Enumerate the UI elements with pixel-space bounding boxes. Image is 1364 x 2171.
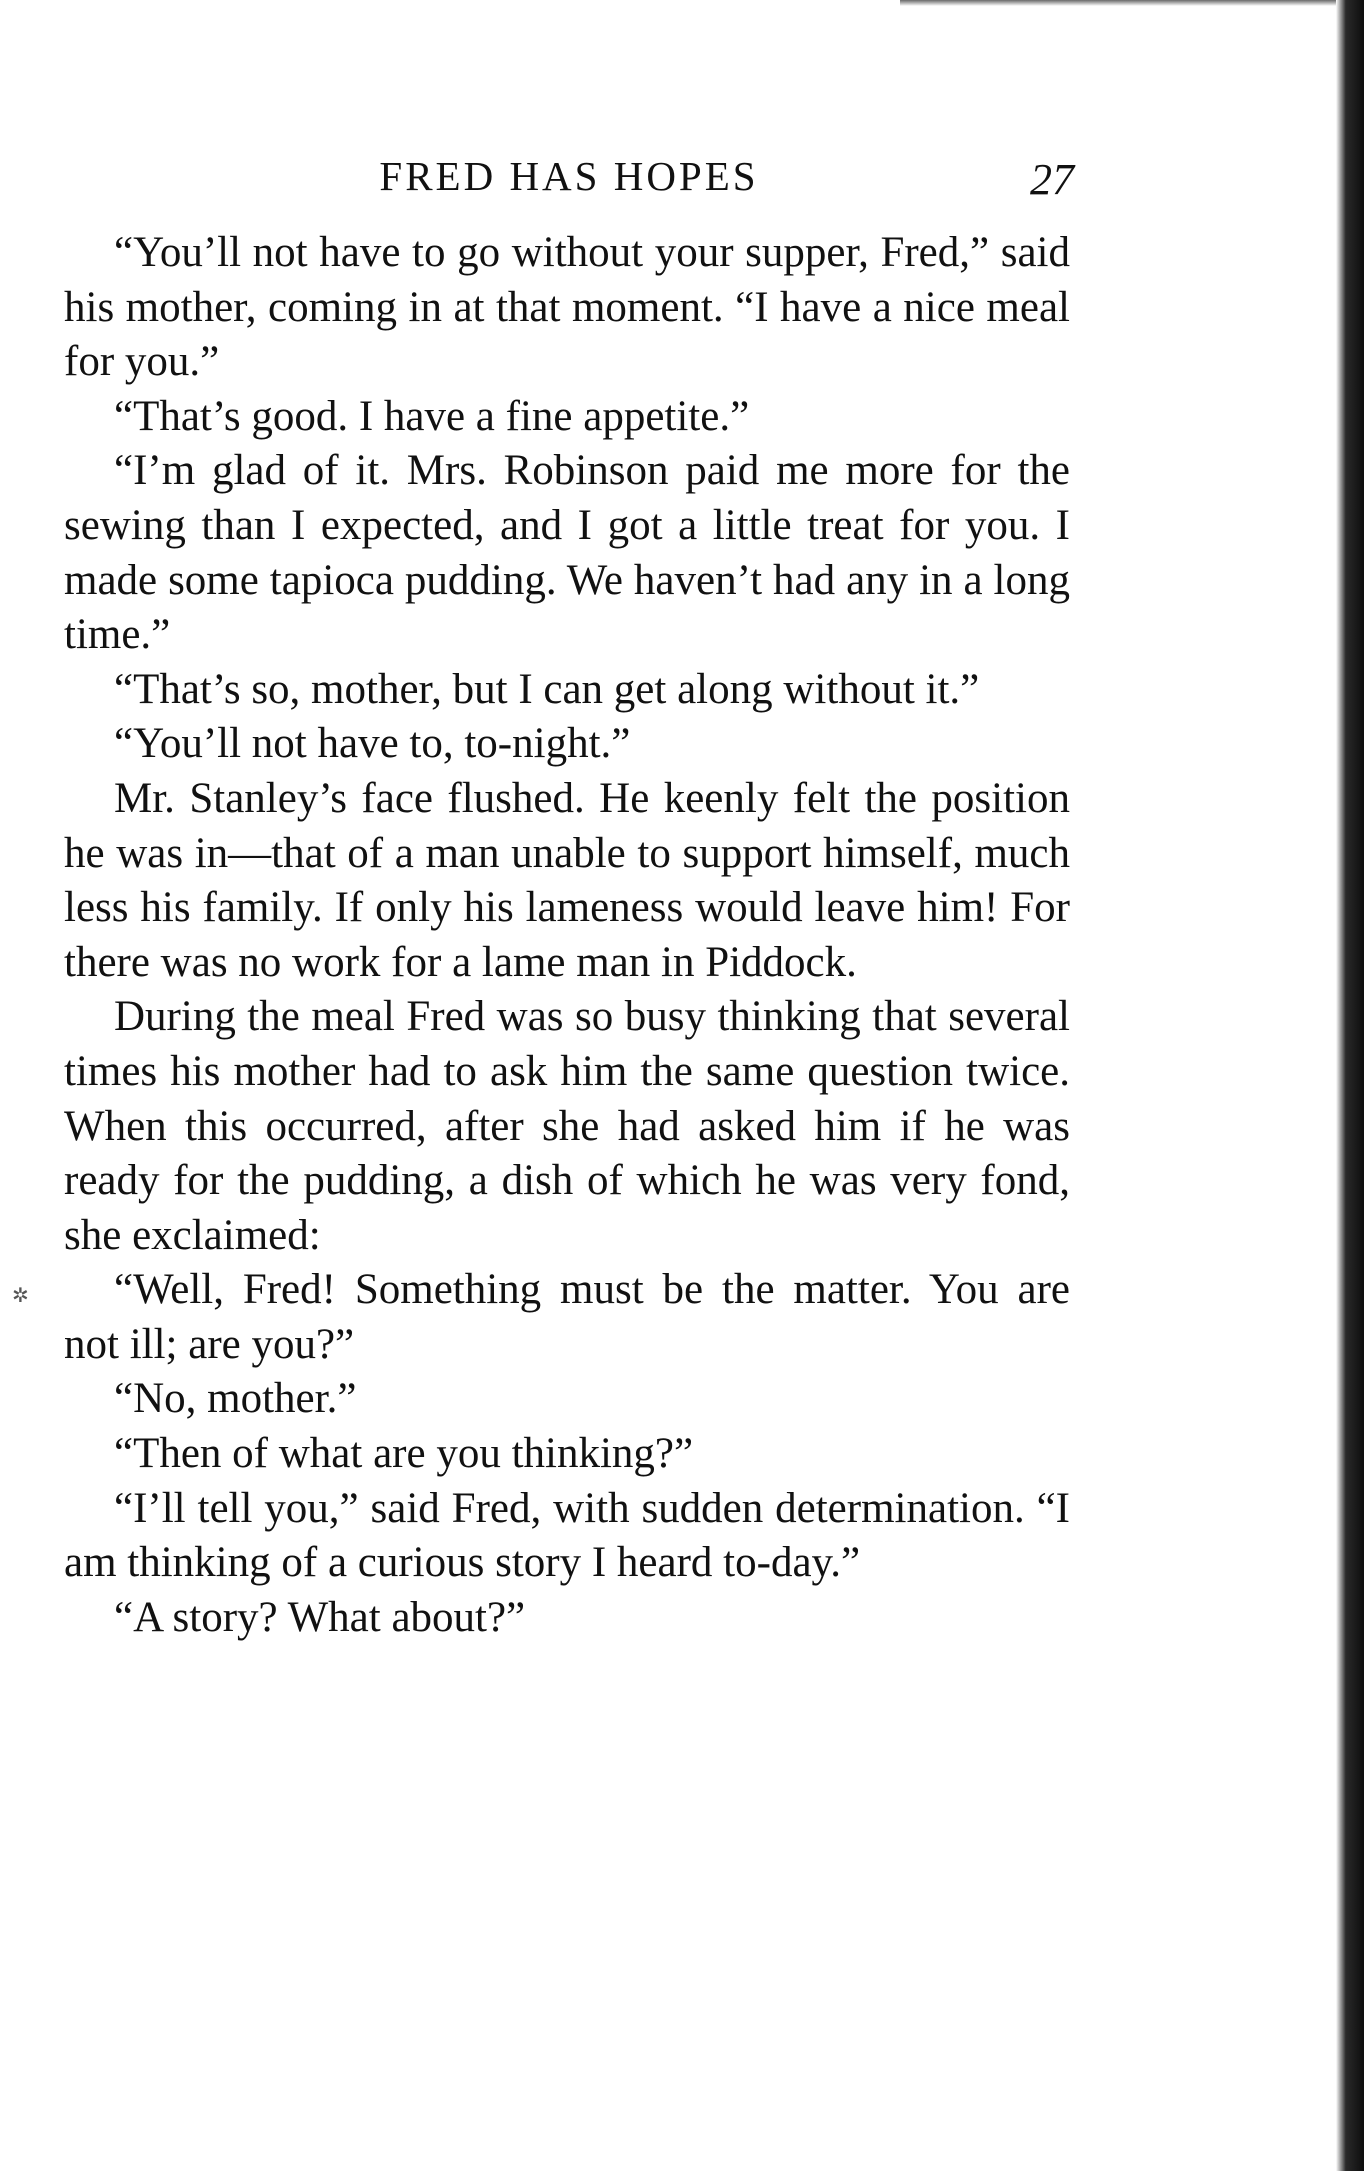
running-head xyxy=(64,148,1074,208)
paragraph: Mr. Stanley’s face flushed. He keenly felt the position he was in—that of a man unable to support himself, much less his family. If only his lameness would leave him! For there was no work for a lame man in Piddock. xyxy=(64,774,1070,986)
paragraph: “That’s so, mother, but I can get along without it.” xyxy=(114,665,980,713)
scan-page-edge xyxy=(1336,0,1364,2171)
scan-speck-icon: ✲ xyxy=(12,1285,29,1307)
paragraph: “Well, Fred! Something must be the matter. You are not ill; are you?” xyxy=(64,1266,1070,1368)
body-text xyxy=(64,226,1070,1645)
running-title: FRED HAS HOPES xyxy=(379,153,759,199)
paragraph: “You’ll not have to, to-night.” xyxy=(114,720,631,768)
paragraph: “I’m glad of it. Mrs. Robinson paid me more for the sewing than I expected, and I got a little treat for you. I made some tapioca pudding. We haven’t had any in a long time.” xyxy=(64,447,1070,659)
paragraph: “You’ll not have to go without your supper, Fred,” said his mother, coming in at that moment. “I have a nice meal for you.” xyxy=(64,229,1070,386)
paragraph: “I’ll tell you,” said Fred, with sudden determination. “I am thinking of a curious story I heard to-day.” xyxy=(64,1484,1070,1587)
paragraph: During the meal Fred was so busy thinking that several times his mother had to ask him the same question twice. When this occurred, after she had asked him if he was ready for the pudding, a dish of which he was very fond, she exclaimed: xyxy=(64,993,1070,1259)
page-number: 27 xyxy=(1030,155,1074,204)
paragraph: “Then of what are you thinking?” xyxy=(114,1430,694,1478)
paragraph: “No, mother.” xyxy=(114,1375,357,1423)
scan-top-edge xyxy=(900,0,1364,6)
paragraph: “That’s good. I have a fine appetite.” xyxy=(114,392,750,440)
paragraph: “A story? What about?” xyxy=(114,1593,526,1641)
